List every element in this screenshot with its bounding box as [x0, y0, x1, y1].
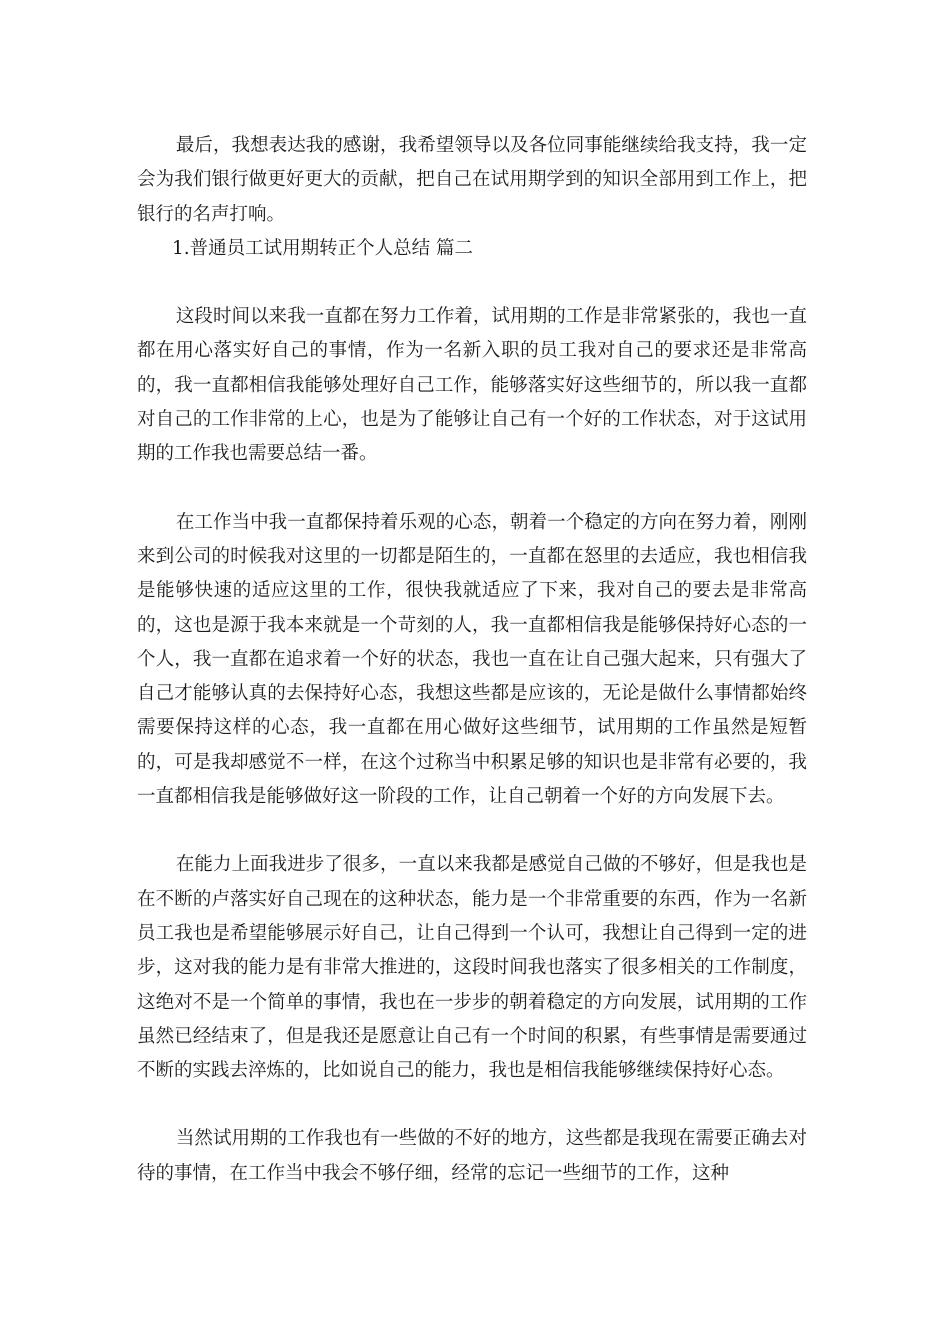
paragraph-intro: 这段时间以来我一直都在努力工作着，试用期的工作是非常紧张的，我也一直都在用心落实好自己的事情，作为一名新入职的员工我对自己的要求还是非常高的，我一直都相信我能够处理好自己工作，能够落实好这些细节的，所以我一直都对自己的工作非常的上心，也是为了能够让自己有一个好的工作状态，对于这试用期的工作我也需要总结一番。 — [137, 306, 807, 465]
paragraph-shortcomings: 当然试用期的工作我也有一些做的不好的地方，这些都是我现在需要正确去对待的事情，在工作当中我会不够仔细，经常的忘记一些细节的工作，这种 — [137, 1128, 807, 1184]
document-body — [137, 129, 807, 1191]
paragraph-ability: 在能力上面我进步了很多，一直以来我都是感觉自己做的不够好，但是我也是在不断的卢落实好自己现在的这种状态，能力是一个非常重要的东西，作为一名新员工我也是希望能够展示好自己，让自己得到一个认可，我想让自己得到一定的进步，这对我的能力是有非常大推进的，这段时间我也落实了很多相关的工作制度，这绝对不是一个简单的事情，我也在一步步的朝着稳定的方向发展，试用期的工作虽然已经结束了，但是我还是愿意让自己有一个时间的积累，有些事情是需要通过不断的实践去淬炼的，比如说自己的能力，我也是相信我能够继续保持好心态。 — [137, 854, 807, 1082]
section-heading: 1.普通员工试用期转正个人总结 篇二 — [172, 237, 474, 259]
paragraph-attitude: 在工作当中我一直都保持着乐观的心态，朝着一个稳定的方向在努力着，刚刚来到公司的时候我对这里的一切都是陌生的，一直都在怒里的去适应，我也相信我是能够快速的适应这里的工作，很快我就适应了下来，我对自己的要去是非常高的，这也是源于我本来就是一个苛刻的人，我一直都相信我是能够保持好心态的一个人，我一直都在追求着一个好的状态，我也一直在让自己强大起来，只有强大了自己才能够认真的去保持好心态，我想这些都是应该的，无论是做什么事情都始终需要保持这样的心态，我一直都在用心做好这些细节，试用期的工作虽然是短暂的，可是我却感觉不一样，在这个过称当中积累足够的知识也是非常有必要的，我一直都相信我是能够做好这一阶段的工作，让自己朝着一个好的方向发展下去。 — [137, 511, 807, 808]
paragraph-closing-thanks: 最后，我想表达我的感谢，我希望领导以及各位同事能继续给我支持，我一定会为我们银行做更好更大的贡献，把自己在试用期学到的知识全部用到工作上，把银行的名声打响。 — [137, 135, 807, 225]
